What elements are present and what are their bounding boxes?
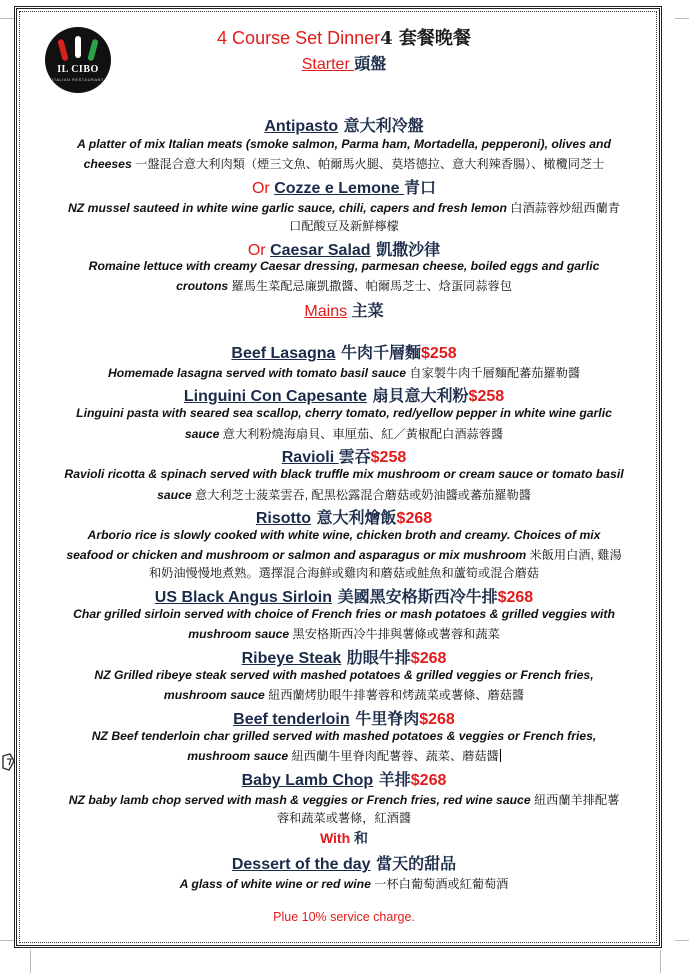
crop-mark — [30, 950, 31, 973]
desc-cn: 羅馬生菜配忌廉凱撒醬、帕爾馬芝士、焓蛋同蒜蓉包 — [228, 279, 512, 293]
dish-name: Dessert of the day — [231, 856, 371, 873]
desc-en: Arborio rice is slowly cooked with white wine, chicken broth and creamy. Choices of mix — [87, 528, 601, 542]
desc-en: Ravioli ricotta & spinach served with black truffle mix mushroom or cream sauce or tomato basil — [64, 467, 624, 481]
with-label-cn: 和 — [354, 831, 369, 847]
dish-description — [26, 625, 662, 642]
dish-description — [26, 137, 662, 151]
copilot-icon[interactable] — [0, 751, 18, 773]
dish-price: $258 — [421, 345, 457, 362]
desc-cn: 蓉和蔬菜或薯條，紅酒醬 — [276, 811, 412, 825]
dish-price: $268 — [410, 650, 447, 667]
desc-en: sauce — [157, 488, 192, 502]
dish-name: Beef tenderloin — [233, 711, 350, 728]
desc-en: mushroom sauce — [187, 749, 289, 763]
desc-cn: 白酒蒜蓉炒紐西蘭青 — [506, 201, 620, 215]
dish-name: Ravioli — [281, 449, 339, 466]
desc-cn: 意大利粉燒海扇貝、車厘茄、紅／黃椒配白酒蒜蓉醬 — [219, 427, 504, 441]
mains-heading-cn: 主菜 — [351, 301, 384, 320]
desc-cn: 和奶油慢慢地煮熟。選擇混合海鮮或雞肉和蘑菇或鮭魚和蘆筍或混合蘑菇 — [149, 566, 539, 580]
logo-text: IL CIBO — [57, 64, 99, 75]
desc-cn: 口配酸豆及新鮮檸檬 — [289, 219, 399, 233]
dish-name-cn: 牛肉千層麵 — [335, 343, 422, 362]
dish-description — [26, 809, 662, 826]
dish-description — [26, 277, 662, 294]
dish-name-cn: 羊排 — [373, 770, 411, 789]
dish-description — [26, 686, 662, 703]
dish-name: Linguini Con Capesante — [183, 388, 367, 405]
crop-mark — [675, 18, 689, 19]
dish-heading-lasagna — [26, 340, 662, 363]
dish-heading-cozze — [26, 175, 662, 198]
desc-en: Homemade lasagna served with tomato basil sauce — [107, 366, 406, 380]
dish-description — [26, 528, 662, 542]
crop-mark — [660, 950, 661, 973]
mains-heading — [26, 298, 662, 321]
dish-description — [26, 259, 662, 273]
dish-name-cn: 青口 — [404, 178, 437, 197]
dish-name: Cozze e Lemone — [274, 180, 404, 197]
service-charge-note: Plue 10% service charge. — [273, 910, 415, 924]
mains-heading-en: Mains — [304, 303, 348, 320]
dish-description — [26, 155, 662, 172]
desc-en: NZ Beef tenderloin char grilled served with mashed potatoes & veggies or French fries, — [91, 729, 597, 743]
dish-heading-linguini — [26, 383, 662, 406]
desc-en: Romaine lettuce with creamy Caesar dressing, parmesan cheese, boiled eggs and garlic — [88, 259, 600, 273]
desc-en: NZ baby lamb chop served with mash & veggies or French fries, red wine sauce — [68, 793, 531, 807]
desc-en: NZ mussel sauteed in white wine garlic sauce, chili, capers and fresh lemon — [68, 201, 507, 215]
crop-mark — [0, 18, 14, 19]
or-label: Or — [251, 180, 275, 197]
desc-en: seafood or chicken and mushroom or salmon and asparagus or mix mushroom — [66, 548, 527, 562]
dish-heading-sirloin — [26, 584, 662, 607]
dish-name: Caesar Salad — [270, 242, 371, 259]
dish-description — [26, 486, 662, 503]
or-label: Or — [247, 242, 271, 259]
desc-cn: 自家製牛肉千層麵配蕃茄羅勒醬 — [406, 366, 581, 380]
desc-en: A platter of mix Italian meats (smoke salmon, Parma ham, Mortadella, pepperoni), olives and — [77, 137, 611, 151]
dish-name: US Black Angus Sirloin — [154, 589, 333, 606]
desc-en: mushroom sauce — [163, 688, 265, 702]
dish-description — [26, 791, 662, 808]
menu-title — [26, 24, 662, 50]
desc-en: croutons — [176, 279, 229, 293]
dish-description — [26, 607, 662, 621]
dish-name-cn: 雲吞 — [338, 447, 371, 466]
starter-heading-cn: 頭盤 — [354, 54, 387, 73]
crop-mark — [675, 940, 689, 941]
dish-name-cn: 凱撒沙律 — [370, 240, 441, 259]
dish-price: $268 — [410, 772, 447, 789]
dish-description — [26, 217, 662, 234]
dish-name-cn: 肋眼牛排 — [341, 648, 411, 667]
desc-en: cheeses — [83, 157, 132, 171]
starter-heading — [26, 51, 662, 74]
dish-name-cn: 牛里脊肉 — [349, 709, 420, 728]
dish-description — [26, 425, 662, 442]
dish-heading-ravioli — [26, 444, 662, 467]
dish-description — [26, 364, 662, 381]
desc-cn: 紐西蘭烤肋眼牛排薯蓉和烤蔬菜或薯條、蘑菇醬 — [264, 688, 525, 702]
desc-en: sauce — [184, 427, 220, 441]
dish-description — [26, 546, 662, 563]
dish-heading-antipasto — [26, 113, 662, 136]
dish-heading-caesar — [26, 237, 662, 260]
desc-cn: 一盤混合意大利肉類（煙三文魚、帕爾馬火腿、莫塔德拉、意大利辣香腸）、橄欖同芝士 — [131, 157, 605, 171]
starter-heading-en: Starter — [301, 56, 355, 73]
dish-heading-lamb — [26, 767, 662, 790]
dish-description — [26, 668, 662, 682]
dish-heading-ribeye — [26, 645, 662, 668]
dish-name-cn: 意大利冷盤 — [338, 116, 424, 135]
dish-description — [26, 564, 662, 581]
desc-cn: 意大利芝士菠菜雲吞, 配黑松露混合蘑菇或奶油醬或蕃茄羅勒醬 — [191, 488, 531, 502]
with-label — [26, 828, 662, 848]
dish-name-cn: 當天的甜品 — [370, 854, 457, 873]
desc-en: Char grilled sirloin served with choice of French fries or mash potatoes & grilled veggies with — [73, 607, 615, 621]
logo-subtitle: ITALIAN RESTAURANT — [52, 77, 104, 82]
dish-description — [26, 875, 662, 892]
dish-description — [26, 199, 662, 216]
title-cn: 4 套餐晚餐 — [380, 28, 471, 49]
dish-price: $258 — [370, 449, 407, 466]
dish-price: $258 — [468, 388, 505, 405]
dish-heading-tenderloin — [26, 706, 662, 729]
dish-name: Antipasto — [264, 118, 339, 135]
desc-cn: 紐西蘭羊排配薯 — [530, 793, 620, 807]
dish-name: Ribeye Steak — [241, 650, 342, 667]
dish-name-cn: 美國黑安格斯西冷牛排 — [332, 587, 498, 606]
desc-cn: 一杯白葡萄酒或紅葡萄酒 — [370, 877, 509, 891]
desc-en: Linguini pasta with seared sea scallop, cherry tomato, red/yellow pepper in white wine garlic — [76, 406, 612, 420]
desc-en: mushroom sauce — [188, 627, 290, 641]
dish-description — [26, 729, 662, 743]
dish-heading-dessert — [26, 851, 662, 874]
dish-description — [26, 467, 662, 481]
dish-name-cn: 意大利燴飯 — [310, 508, 397, 527]
dish-price: $268 — [396, 510, 433, 527]
dish-description — [26, 747, 662, 764]
dish-heading-risotto — [26, 505, 662, 528]
desc-cn: 紐西蘭牛里脊肉配薯蓉、蔬菜、蘑菇醬 — [288, 749, 499, 763]
dish-price: $268 — [419, 711, 455, 728]
dish-description — [26, 406, 662, 420]
desc-cn: 黑安格斯西冷牛排與薯條或薯蓉和蔬菜 — [289, 627, 500, 641]
desc-en: A glass of white wine or red wine — [179, 877, 371, 891]
dish-name: Risotto — [255, 510, 311, 527]
desc-cn: 米飯用白酒, 雞湯 — [526, 548, 622, 562]
crop-mark — [0, 940, 14, 941]
title-en: 4 Course Set Dinner — [217, 28, 381, 48]
dish-name-cn: 扇貝意大利粉 — [366, 386, 469, 405]
dish-name: Baby Lamb Chop — [241, 772, 374, 789]
dish-price: $268 — [497, 589, 534, 606]
with-label-en: With — [319, 830, 355, 846]
text-cursor — [500, 749, 501, 762]
dish-name: Beef Lasagna — [231, 345, 336, 362]
desc-en: NZ Grilled ribeye steak served with mashed potatoes & grilled veggies or French fries, — [94, 668, 594, 682]
